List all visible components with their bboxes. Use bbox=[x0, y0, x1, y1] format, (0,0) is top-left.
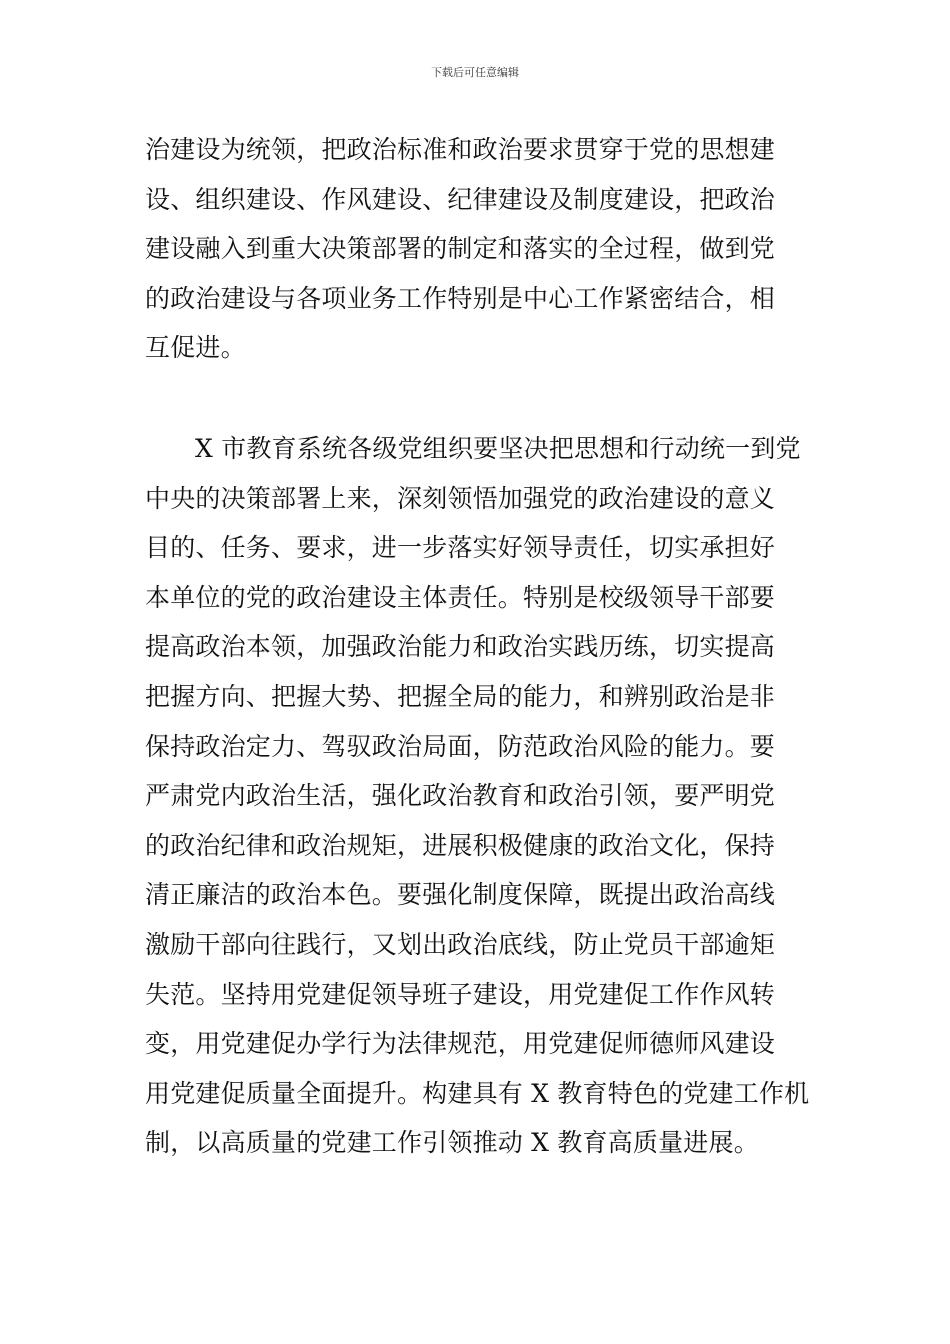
text-line: 本单位的党的政治建设主体责任。特别是校级领导干部要 bbox=[145, 582, 776, 612]
text-line: 变，用党建促办学行为法律规范，用党建促师德师风建设 bbox=[145, 1029, 776, 1059]
text-line: 的政治纪律和政治规矩，进展积极健康的政治文化，保持 bbox=[145, 830, 776, 860]
text-line: 清正廉洁的政治本色。要强化制度保障，既提出政治高线 bbox=[145, 880, 776, 910]
text-line: 提高政治本领，加强政治能力和政治实践历练，切实提高 bbox=[145, 632, 776, 662]
text-line: 激励干部向往践行，又划出政治底线，防止党员干部逾矩 bbox=[145, 929, 776, 959]
text-line: 制，以高质量的党建工作引领推动 X 教育高质量进展。 bbox=[145, 1128, 759, 1158]
text-line: 中央的决策部署上来，深刻领悟加强党的政治建设的意义 bbox=[145, 483, 776, 513]
text-line: 治建设为统领，把政治标准和政治要求贯穿于党的思想建 bbox=[145, 135, 776, 164]
text-line: 用党建促质量全面提升。构建具有 X 教育特色的党建工作机 bbox=[145, 1078, 810, 1108]
text-line: 保持政治定力、驾驭政治局面，防范政治风险的能力。要 bbox=[145, 731, 776, 761]
text-line: 把握方向、把握大势、把握全局的能力，和辨别政治是非 bbox=[145, 681, 776, 711]
text-line: 目的、任务、要求，进一步落实好领导责任，切实承担好 bbox=[145, 533, 776, 563]
text-line: 建设融入到重大决策部署的制定和落实的全过程，做到党 bbox=[145, 234, 776, 264]
paragraph-1 bbox=[145, 125, 813, 373]
paragraph-2 bbox=[145, 424, 813, 1168]
text-line: 失范。坚持用党建促领导班子建设，用党建促工作作风转 bbox=[145, 979, 776, 1009]
header-note: 下载后可任意编辑 bbox=[431, 66, 519, 79]
text-line: 设、组织建设、作风建设、纪律建设及制度建设，把政治 bbox=[145, 184, 776, 214]
text-line: 严肃党内政治生活，强化政治教育和政治引领，要严明党 bbox=[145, 781, 776, 811]
text-line: X 市教育系统各级党组织要坚决把思想和行动统一到党 bbox=[195, 434, 801, 463]
text-line: 互促进。 bbox=[145, 333, 246, 363]
text-line: 的政治建设与各项业务工作特别是中心工作紧密结合，相 bbox=[145, 283, 776, 313]
